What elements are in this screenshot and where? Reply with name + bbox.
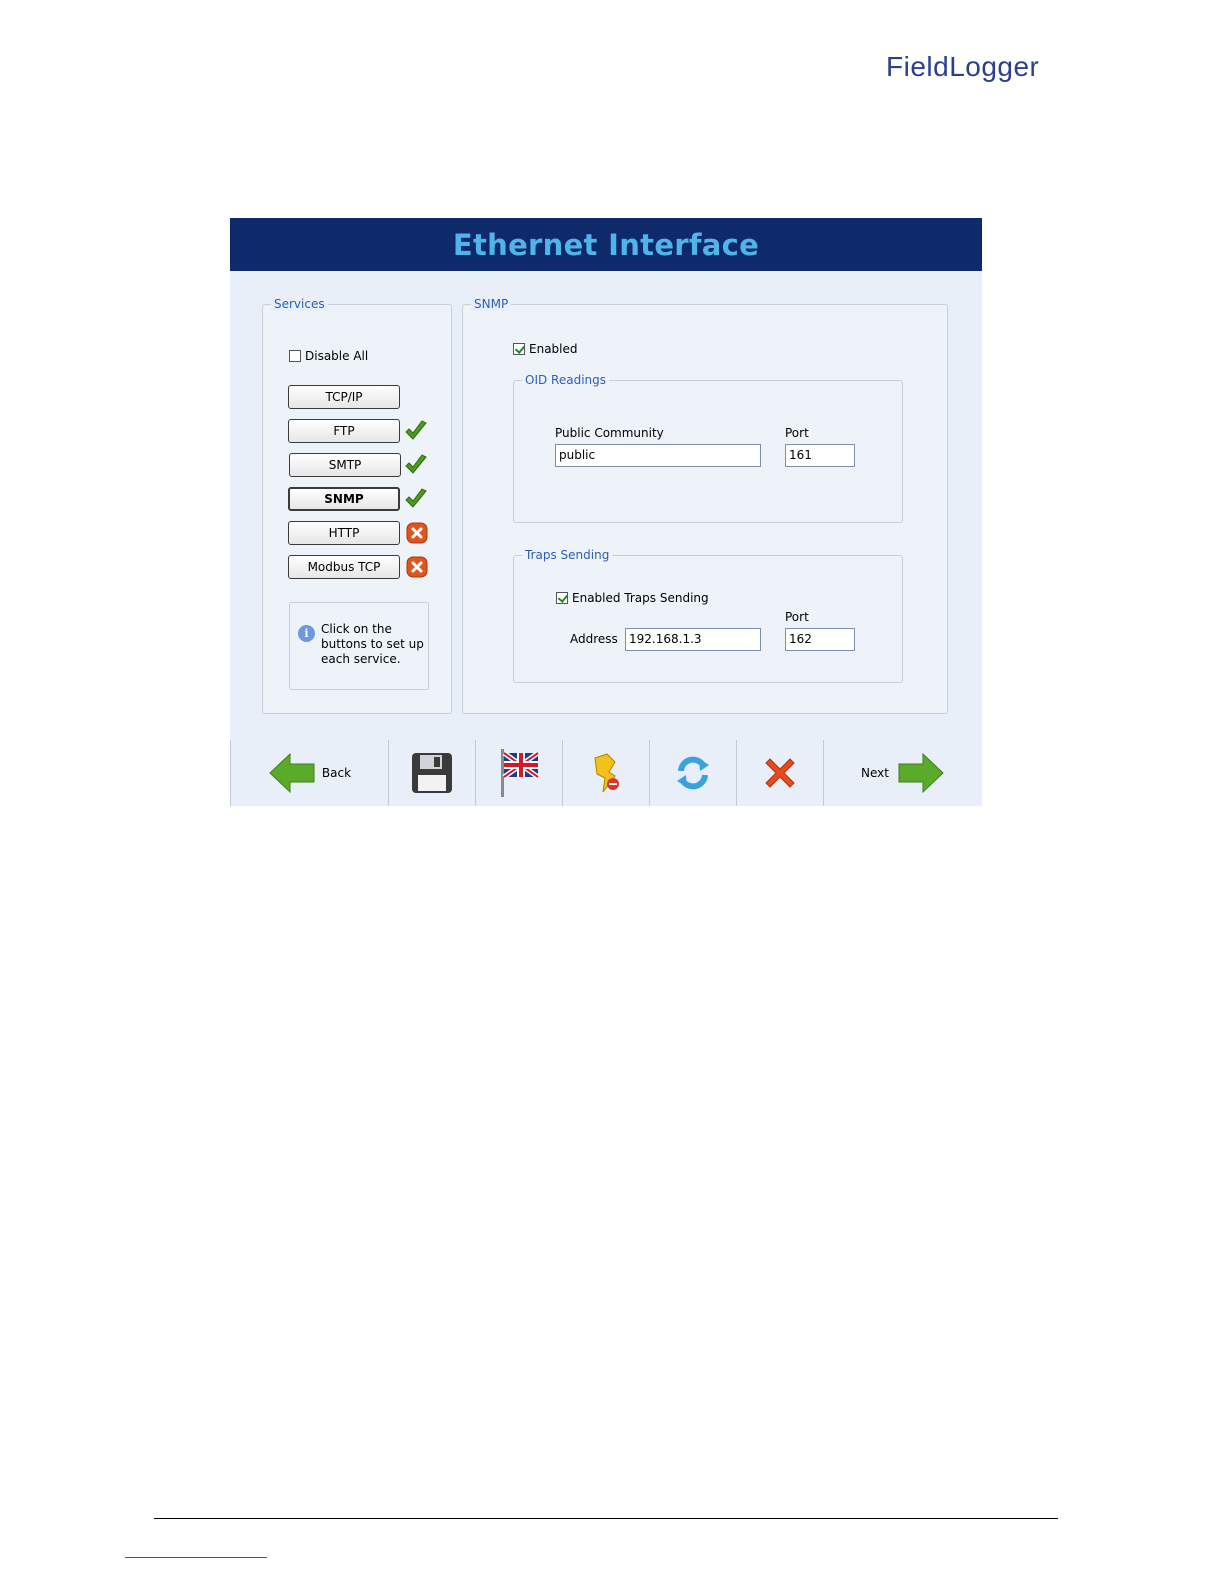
snmp-button-label: SNMP	[324, 492, 364, 506]
window-title: Ethernet Interface	[452, 227, 760, 262]
modbus-tcp-button[interactable]	[288, 555, 400, 579]
footer-link-underline	[125, 1557, 267, 1558]
logo-graphic	[884, 48, 1064, 84]
back-label: Back	[321, 766, 352, 780]
traps-sending-legend: Traps Sending	[522, 548, 612, 562]
services-legend: Services	[271, 297, 328, 311]
back-button[interactable]	[230, 740, 388, 806]
address-label: Address	[570, 632, 618, 646]
ftp-ok-icon	[404, 420, 428, 442]
info-icon: i	[298, 625, 315, 642]
services-group	[262, 297, 452, 714]
next-arrow-icon	[897, 752, 945, 794]
traps-port-input[interactable]: 162	[785, 628, 855, 651]
http-button[interactable]	[288, 521, 400, 545]
disable-all-label: Disable All	[305, 349, 369, 363]
close-icon	[760, 753, 800, 793]
snmp-enabled-box[interactable]	[513, 343, 525, 355]
enabled-traps-sending-label: Enabled Traps Sending	[572, 591, 709, 605]
floppy-disk-icon	[410, 751, 454, 795]
footer-rule	[154, 1518, 1058, 1519]
smtp-button[interactable]	[289, 453, 401, 477]
snmp-ok-icon	[404, 488, 428, 510]
smtp-ok-icon	[404, 454, 428, 476]
enabled-traps-sending-checkbox[interactable]	[556, 591, 709, 605]
save-button[interactable]	[388, 740, 475, 806]
oid-port-input[interactable]: 161	[785, 444, 855, 467]
traps-address-input[interactable]: 192.168.1.3	[625, 628, 761, 651]
public-community-input[interactable]: public	[555, 444, 761, 467]
snmp-group	[462, 297, 948, 714]
modbus-tcp-error-icon	[405, 556, 429, 578]
next-label: Next	[861, 766, 889, 780]
ftp-button-label: FTP	[333, 424, 355, 438]
disable-all-box[interactable]	[289, 350, 301, 362]
tcpip-button-label: TCP/IP	[325, 390, 363, 404]
enabled-traps-sending-box[interactable]	[556, 592, 568, 604]
modbus-tcp-button-label: Modbus TCP	[307, 560, 381, 574]
services-info-text: Click on the buttons to set up each service.	[321, 622, 424, 666]
back-arrow-icon	[268, 752, 316, 794]
ftp-button[interactable]	[288, 419, 400, 443]
oid-readings-legend: OID Readings	[522, 373, 609, 387]
http-button-label: HTTP	[328, 526, 360, 540]
bottom-toolbar	[230, 740, 982, 806]
oid-port-label: Port	[785, 426, 809, 440]
snmp-enabled-checkbox[interactable]	[513, 342, 578, 356]
http-error-icon	[405, 522, 429, 544]
disconnect-plug-icon	[589, 752, 623, 794]
cancel-button[interactable]	[736, 740, 823, 806]
services-info-box	[289, 602, 429, 690]
tcpip-button[interactable]	[288, 385, 400, 409]
traps-sending-group	[513, 548, 903, 683]
smtp-button-label: SMTP	[328, 458, 362, 472]
fieldlogger-logo	[884, 48, 1064, 84]
public-community-label: Public Community	[555, 426, 664, 440]
disable-all-checkbox[interactable]	[289, 349, 368, 363]
snmp-legend: SNMP	[471, 297, 511, 311]
refresh-icon	[673, 753, 713, 793]
ethernet-interface-window	[230, 218, 982, 806]
refresh-button[interactable]	[649, 740, 736, 806]
traps-port-label: Port	[785, 610, 809, 624]
snmp-enabled-label: Enabled	[529, 342, 578, 356]
svg-text:FieldLogger: FieldLogger	[886, 51, 1040, 82]
window-header	[230, 218, 982, 271]
language-button[interactable]	[475, 740, 562, 806]
snmp-button[interactable]	[288, 487, 400, 511]
uk-flag-icon	[497, 747, 541, 799]
disconnect-button[interactable]	[562, 740, 649, 806]
oid-readings-group	[513, 373, 903, 523]
next-button[interactable]	[823, 740, 982, 806]
